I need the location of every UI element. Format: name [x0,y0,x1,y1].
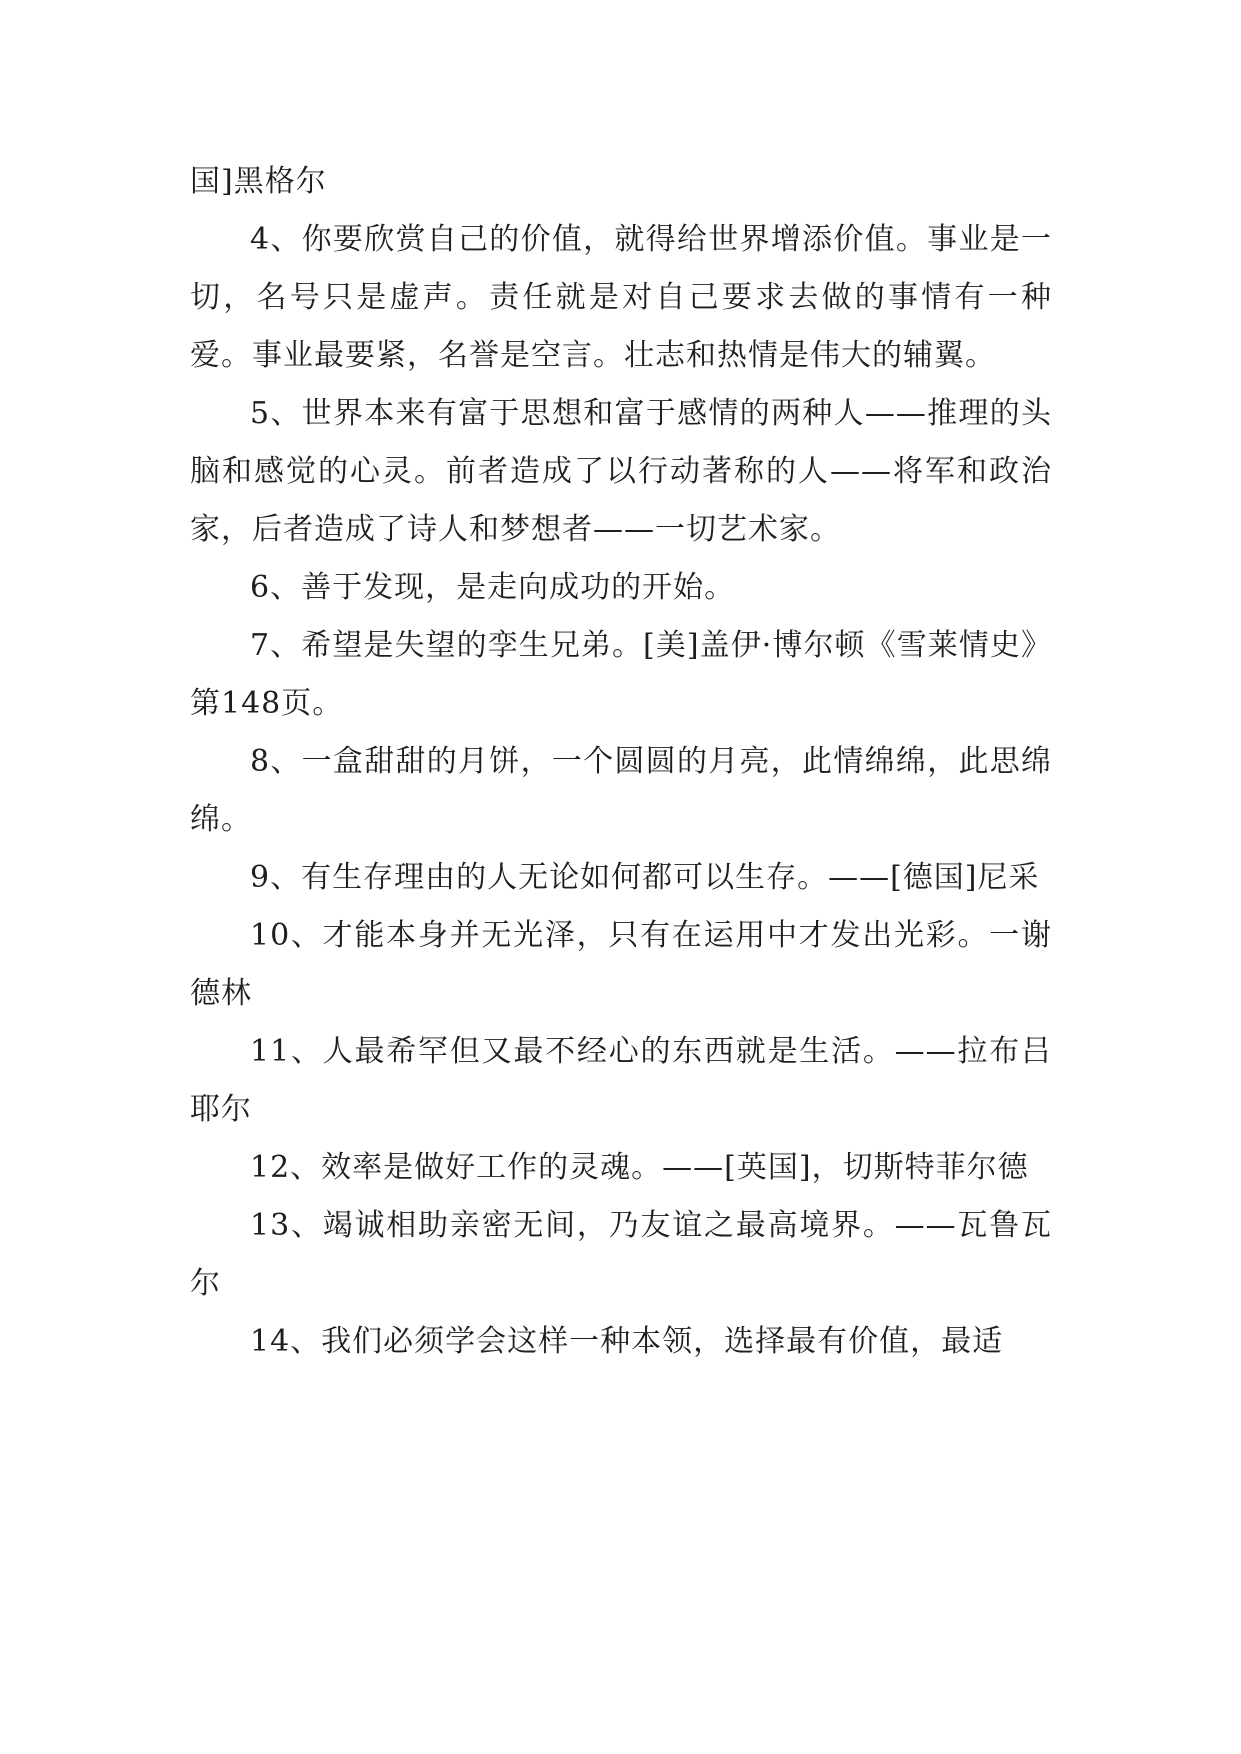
paragraph-2: 5、世界本来有富于思想和富于感情的两种人——推理的头脑和感觉的心灵。前者造成了以行动著称的人——将军和政治家，后者造成了诗人和梦想者——一切艺术家。 [190,396,1052,547]
document-body [190,153,1052,1371]
paragraph-3: 6、善于发现，是走向成功的开始。 [250,570,736,605]
paragraph-10: 13、竭诚相助亲密无间，乃友谊之最高境界。——瓦鲁瓦尔 [190,1208,1052,1301]
paragraph-1: 4、你要欣赏自己的价值，就得给世界增添价值。事业是一切，名号只是虚声。责任就是对自己要求去做的事情有一种爱。事业最要紧，名誉是空言。壮志和热情是伟大的辅翼。 [190,222,1052,373]
paragraph-7: 10、才能本身并无光泽，只有在运用中才发出光彩。一谢德林 [190,918,1052,1011]
paragraph-11: 14、我们必须学会这样一种本领，选择最有价值，最适 [250,1324,1004,1359]
paragraph-4: 7、希望是失望的孪生兄弟。[美]盖伊·博尔顿《雪莱情史》第148页。 [190,628,1052,721]
paragraph-0: 国]黑格尔 [190,164,327,199]
paragraph-6: 9、有生存理由的人无论如何都可以生存。——[德国]尼采 [250,860,1040,895]
paragraph-9: 12、效率是做好工作的灵魂。——[英国]，切斯特菲尔德 [250,1150,1029,1185]
paragraph-8: 11、人最希罕但又最不经心的东西就是生活。——拉布吕耶尔 [190,1034,1052,1127]
paragraph-5: 8、一盒甜甜的月饼，一个圆圆的月亮，此情绵绵，此思绵绵。 [190,744,1052,837]
